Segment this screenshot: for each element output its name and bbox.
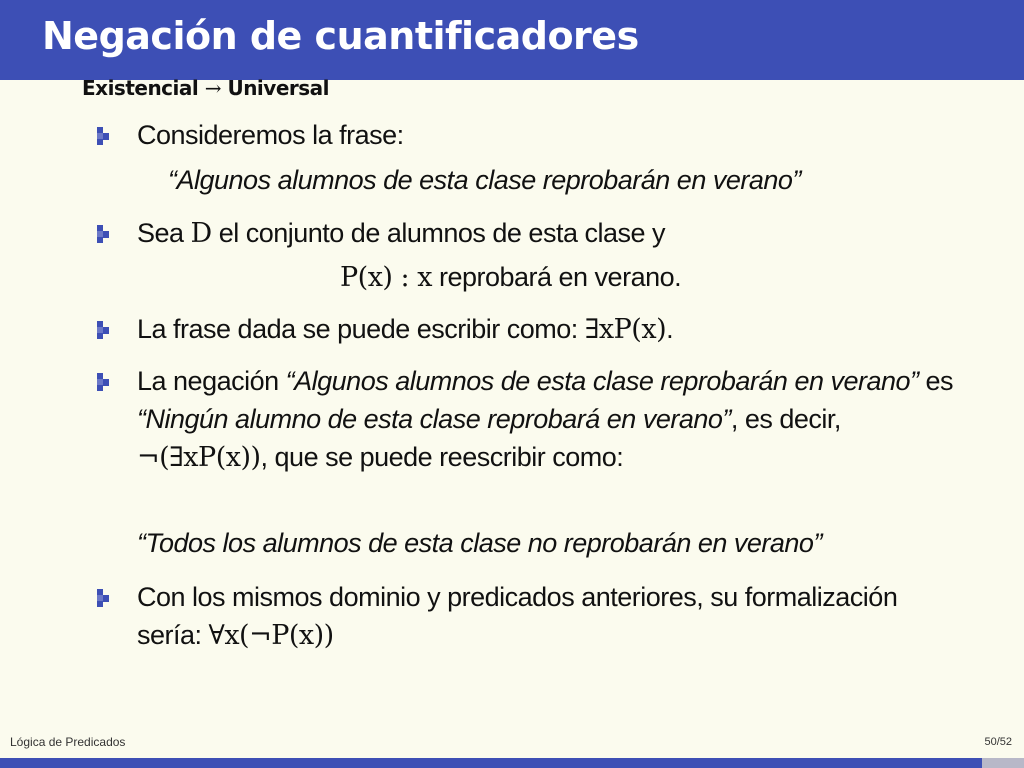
math-domain: D [190, 218, 212, 249]
bullet-arrow-icon [97, 373, 114, 393]
bullet-item [137, 362, 967, 477]
bullet-text-pre: La frase dada se puede escribir como: [137, 314, 585, 344]
math-negation: ¬(∃xP(x)) [137, 442, 261, 473]
quote-original: “Algunos alumnos de esta clase reprobarán en verano” [285, 366, 919, 396]
quote-negation: “Ningún alumno de esta clase reprobará en verano” [137, 404, 731, 434]
page-number: 50/52 [984, 736, 1012, 748]
bullet-text-post: . [666, 314, 674, 344]
math-predicate: P(x) : x [340, 262, 432, 293]
title-bar [0, 0, 1024, 80]
bullet-arrow-icon [97, 321, 114, 341]
quote-universal: “Todos los alumnos de esta clase no reprobarán en verano” [137, 528, 822, 558]
bullet-item [137, 310, 967, 349]
predicate-definition [340, 262, 681, 293]
slide-subtitle [82, 76, 329, 100]
bullet-arrow-icon [97, 589, 114, 609]
math-existential: ∃xP(x) [584, 314, 667, 345]
subtitle-left: Existencial [82, 76, 199, 100]
bullet-text-post: , que se puede reescribir como: [260, 442, 624, 472]
bullet-text-mid: es [918, 366, 954, 396]
bullet-item [137, 214, 967, 253]
bullet-text-pre: Sea [137, 218, 191, 248]
bullet-text-post: el conjunto de alumnos de esta clase y [211, 218, 665, 248]
footer-title: Lógica de Predicados [10, 735, 126, 749]
bullet-text-mid2: , es decir, [730, 404, 841, 434]
subtitle-right: Universal [227, 76, 330, 100]
slide-title: Negación de cuantificadores [42, 14, 639, 58]
quote-sentence: “Algunos alumnos de esta clase reprobarán en verano” [168, 165, 801, 195]
bullet-item [137, 578, 967, 655]
bullet-arrow-icon [97, 127, 114, 147]
bullet-arrow-icon [97, 225, 114, 245]
bullet-text-pre: Con los mismos dominio y predicados anteriores, su formalización sería: [137, 582, 898, 650]
footer-bar-end [982, 758, 1024, 768]
math-universal: ∀x(¬P(x)) [208, 620, 334, 651]
bullet-text-pre: La negación [137, 366, 286, 396]
footer-bar [0, 758, 1024, 768]
right-arrow-icon: → [204, 76, 221, 100]
bullet-text: Consideremos la frase: [137, 120, 404, 150]
predicate-text: reprobará en verano. [431, 262, 682, 292]
bullet-item [137, 116, 967, 154]
